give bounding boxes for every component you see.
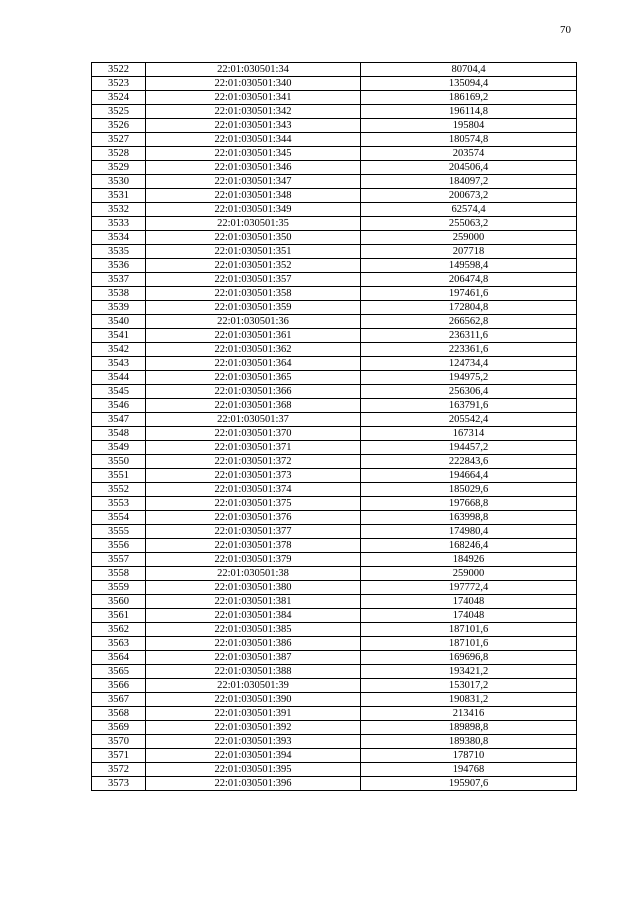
table-row — [92, 455, 577, 469]
cadastral-number-cell: 22:01:030501:388 — [146, 665, 361, 679]
row-number-cell: 3549 — [92, 441, 146, 455]
table-row — [92, 259, 577, 273]
table-body — [92, 63, 577, 791]
table-row — [92, 91, 577, 105]
table-row — [92, 119, 577, 133]
cadastral-number-cell: 22:01:030501:374 — [146, 483, 361, 497]
cadastral-number-cell: 22:01:030501:396 — [146, 777, 361, 791]
table-row — [92, 245, 577, 259]
row-number-cell: 3523 — [92, 77, 146, 91]
cadastral-number-cell: 22:01:030501:385 — [146, 623, 361, 637]
value-cell: 195804 — [361, 119, 577, 133]
row-number-cell: 3571 — [92, 749, 146, 763]
cadastral-number-cell: 22:01:030501:364 — [146, 357, 361, 371]
cadastral-number-cell: 22:01:030501:359 — [146, 301, 361, 315]
cadastral-number-cell: 22:01:030501:362 — [146, 343, 361, 357]
table-row — [92, 763, 577, 777]
value-cell: 168246,4 — [361, 539, 577, 553]
cadastral-number-cell: 22:01:030501:351 — [146, 245, 361, 259]
row-number-cell: 3548 — [92, 427, 146, 441]
cadastral-number-cell: 22:01:030501:352 — [146, 259, 361, 273]
row-number-cell: 3534 — [92, 231, 146, 245]
cadastral-number-cell: 22:01:030501:39 — [146, 679, 361, 693]
cadastral-number-cell: 22:01:030501:340 — [146, 77, 361, 91]
row-number-cell: 3570 — [92, 735, 146, 749]
row-number-cell: 3545 — [92, 385, 146, 399]
row-number-cell: 3569 — [92, 721, 146, 735]
table-row — [92, 693, 577, 707]
row-number-cell: 3538 — [92, 287, 146, 301]
value-cell: 180574,8 — [361, 133, 577, 147]
value-cell: 207718 — [361, 245, 577, 259]
table-row — [92, 567, 577, 581]
table-row — [92, 721, 577, 735]
row-number-cell: 3539 — [92, 301, 146, 315]
cadastral-number-cell: 22:01:030501:347 — [146, 175, 361, 189]
value-cell: 184926 — [361, 553, 577, 567]
cadastral-number-cell: 22:01:030501:368 — [146, 399, 361, 413]
table-row — [92, 371, 577, 385]
value-cell: 189380,8 — [361, 735, 577, 749]
value-cell: 184097,2 — [361, 175, 577, 189]
row-number-cell: 3522 — [92, 63, 146, 77]
row-number-cell: 3532 — [92, 203, 146, 217]
value-cell: 189898,8 — [361, 721, 577, 735]
table-row — [92, 539, 577, 553]
row-number-cell: 3564 — [92, 651, 146, 665]
cadastral-number-cell: 22:01:030501:346 — [146, 161, 361, 175]
table-row — [92, 301, 577, 315]
row-number-cell: 3572 — [92, 763, 146, 777]
value-cell: 163791,6 — [361, 399, 577, 413]
value-cell: 187101,6 — [361, 637, 577, 651]
value-cell: 197461,6 — [361, 287, 577, 301]
table-row — [92, 623, 577, 637]
table-row — [92, 273, 577, 287]
value-cell: 185029,6 — [361, 483, 577, 497]
cadastral-number-cell: 22:01:030501:384 — [146, 609, 361, 623]
row-number-cell: 3573 — [92, 777, 146, 791]
row-number-cell: 3544 — [92, 371, 146, 385]
row-number-cell: 3568 — [92, 707, 146, 721]
table-row — [92, 315, 577, 329]
cadastral-number-cell: 22:01:030501:341 — [146, 91, 361, 105]
row-number-cell: 3525 — [92, 105, 146, 119]
value-cell: 193421,2 — [361, 665, 577, 679]
row-number-cell: 3550 — [92, 455, 146, 469]
value-cell: 153017,2 — [361, 679, 577, 693]
cadastre-table — [91, 62, 577, 791]
table-row — [92, 287, 577, 301]
value-cell: 194664,4 — [361, 469, 577, 483]
row-number-cell: 3560 — [92, 595, 146, 609]
value-cell: 223361,6 — [361, 343, 577, 357]
table-row — [92, 777, 577, 791]
cadastral-number-cell: 22:01:030501:395 — [146, 763, 361, 777]
cadastral-number-cell: 22:01:030501:37 — [146, 413, 361, 427]
row-number-cell: 3555 — [92, 525, 146, 539]
cadastral-number-cell: 22:01:030501:345 — [146, 147, 361, 161]
table-row — [92, 77, 577, 91]
row-number-cell: 3526 — [92, 119, 146, 133]
value-cell: 196114,8 — [361, 105, 577, 119]
cadastral-number-cell: 22:01:030501:380 — [146, 581, 361, 595]
table-row — [92, 511, 577, 525]
row-number-cell: 3535 — [92, 245, 146, 259]
cadastral-number-cell: 22:01:030501:373 — [146, 469, 361, 483]
value-cell: 80704,4 — [361, 63, 577, 77]
table-row — [92, 357, 577, 371]
row-number-cell: 3527 — [92, 133, 146, 147]
row-number-cell: 3554 — [92, 511, 146, 525]
row-number-cell: 3563 — [92, 637, 146, 651]
cadastral-number-cell: 22:01:030501:378 — [146, 539, 361, 553]
table-row — [92, 329, 577, 343]
table-row — [92, 175, 577, 189]
value-cell: 259000 — [361, 567, 577, 581]
table-row — [92, 105, 577, 119]
value-cell: 178710 — [361, 749, 577, 763]
cadastral-number-cell: 22:01:030501:375 — [146, 497, 361, 511]
table-row — [92, 385, 577, 399]
row-number-cell: 3561 — [92, 609, 146, 623]
cadastral-number-cell: 22:01:030501:394 — [146, 749, 361, 763]
table-row — [92, 525, 577, 539]
value-cell: 255063,2 — [361, 217, 577, 231]
value-cell: 204506,4 — [361, 161, 577, 175]
value-cell: 190831,2 — [361, 693, 577, 707]
cadastral-number-cell: 22:01:030501:343 — [146, 119, 361, 133]
row-number-cell: 3547 — [92, 413, 146, 427]
value-cell: 236311,6 — [361, 329, 577, 343]
table-row — [92, 665, 577, 679]
value-cell: 194975,2 — [361, 371, 577, 385]
value-cell: 195907,6 — [361, 777, 577, 791]
cadastral-number-cell: 22:01:030501:365 — [146, 371, 361, 385]
row-number-cell: 3536 — [92, 259, 146, 273]
table-row — [92, 133, 577, 147]
value-cell: 167314 — [361, 427, 577, 441]
value-cell: 187101,6 — [361, 623, 577, 637]
row-number-cell: 3552 — [92, 483, 146, 497]
value-cell: 135094,4 — [361, 77, 577, 91]
row-number-cell: 3529 — [92, 161, 146, 175]
row-number-cell: 3543 — [92, 357, 146, 371]
table-row — [92, 343, 577, 357]
value-cell: 149598,4 — [361, 259, 577, 273]
cadastral-number-cell: 22:01:030501:391 — [146, 707, 361, 721]
row-number-cell: 3562 — [92, 623, 146, 637]
value-cell: 203574 — [361, 147, 577, 161]
cadastral-number-cell: 22:01:030501:366 — [146, 385, 361, 399]
value-cell: 256306,4 — [361, 385, 577, 399]
row-number-cell: 3524 — [92, 91, 146, 105]
value-cell: 172804,8 — [361, 301, 577, 315]
value-cell: 222843,6 — [361, 455, 577, 469]
table-row — [92, 483, 577, 497]
value-cell: 124734,4 — [361, 357, 577, 371]
cadastral-number-cell: 22:01:030501:386 — [146, 637, 361, 651]
cadastral-number-cell: 22:01:030501:371 — [146, 441, 361, 455]
row-number-cell: 3557 — [92, 553, 146, 567]
cadastral-number-cell: 22:01:030501:358 — [146, 287, 361, 301]
table-row — [92, 749, 577, 763]
table-row — [92, 427, 577, 441]
row-number-cell: 3553 — [92, 497, 146, 511]
table-row — [92, 679, 577, 693]
cadastral-number-cell: 22:01:030501:344 — [146, 133, 361, 147]
row-number-cell: 3542 — [92, 343, 146, 357]
value-cell: 206474,8 — [361, 273, 577, 287]
value-cell: 197668,8 — [361, 497, 577, 511]
cadastral-number-cell: 22:01:030501:350 — [146, 231, 361, 245]
table-row — [92, 469, 577, 483]
value-cell: 213416 — [361, 707, 577, 721]
table-row — [92, 413, 577, 427]
cadastral-number-cell: 22:01:030501:370 — [146, 427, 361, 441]
cadastral-number-cell: 22:01:030501:36 — [146, 315, 361, 329]
row-number-cell: 3531 — [92, 189, 146, 203]
table-row — [92, 609, 577, 623]
table-row — [92, 231, 577, 245]
cadastral-number-cell: 22:01:030501:372 — [146, 455, 361, 469]
row-number-cell: 3546 — [92, 399, 146, 413]
table-row — [92, 651, 577, 665]
row-number-cell: 3558 — [92, 567, 146, 581]
table-row — [92, 161, 577, 175]
cadastral-number-cell: 22:01:030501:376 — [146, 511, 361, 525]
table-row — [92, 497, 577, 511]
row-number-cell: 3528 — [92, 147, 146, 161]
value-cell: 266562,8 — [361, 315, 577, 329]
value-cell: 163998,8 — [361, 511, 577, 525]
table-row — [92, 217, 577, 231]
cadastral-number-cell: 22:01:030501:379 — [146, 553, 361, 567]
cadastral-number-cell: 22:01:030501:387 — [146, 651, 361, 665]
row-number-cell: 3540 — [92, 315, 146, 329]
table-row — [92, 441, 577, 455]
cadastral-number-cell: 22:01:030501:390 — [146, 693, 361, 707]
row-number-cell: 3565 — [92, 665, 146, 679]
cadastral-number-cell: 22:01:030501:34 — [146, 63, 361, 77]
row-number-cell: 3559 — [92, 581, 146, 595]
table-row — [92, 581, 577, 595]
cadastral-number-cell: 22:01:030501:349 — [146, 203, 361, 217]
value-cell: 200673,2 — [361, 189, 577, 203]
cadastral-number-cell: 22:01:030501:357 — [146, 273, 361, 287]
row-number-cell: 3567 — [92, 693, 146, 707]
table-row — [92, 63, 577, 77]
value-cell: 197772,4 — [361, 581, 577, 595]
page-number: 70 — [560, 24, 571, 36]
value-cell: 174048 — [361, 609, 577, 623]
row-number-cell: 3537 — [92, 273, 146, 287]
row-number-cell: 3541 — [92, 329, 146, 343]
cadastral-number-cell: 22:01:030501:38 — [146, 567, 361, 581]
value-cell: 194768 — [361, 763, 577, 777]
table-row — [92, 189, 577, 203]
value-cell: 169696,8 — [361, 651, 577, 665]
cadastral-number-cell: 22:01:030501:392 — [146, 721, 361, 735]
cadastral-number-cell: 22:01:030501:35 — [146, 217, 361, 231]
cadastral-number-cell: 22:01:030501:348 — [146, 189, 361, 203]
row-number-cell: 3533 — [92, 217, 146, 231]
row-number-cell: 3551 — [92, 469, 146, 483]
value-cell: 205542,4 — [361, 413, 577, 427]
table-row — [92, 637, 577, 651]
row-number-cell: 3530 — [92, 175, 146, 189]
table-row — [92, 203, 577, 217]
table-row — [92, 735, 577, 749]
value-cell: 186169,2 — [361, 91, 577, 105]
cadastral-number-cell: 22:01:030501:342 — [146, 105, 361, 119]
cadastral-number-cell: 22:01:030501:377 — [146, 525, 361, 539]
cadastral-number-cell: 22:01:030501:393 — [146, 735, 361, 749]
table-row — [92, 553, 577, 567]
value-cell: 174048 — [361, 595, 577, 609]
row-number-cell: 3556 — [92, 539, 146, 553]
row-number-cell: 3566 — [92, 679, 146, 693]
table-row — [92, 399, 577, 413]
value-cell: 259000 — [361, 231, 577, 245]
table-row — [92, 707, 577, 721]
table-row — [92, 147, 577, 161]
value-cell: 62574,4 — [361, 203, 577, 217]
table-row — [92, 595, 577, 609]
value-cell: 194457,2 — [361, 441, 577, 455]
value-cell: 174980,4 — [361, 525, 577, 539]
cadastral-number-cell: 22:01:030501:361 — [146, 329, 361, 343]
cadastral-number-cell: 22:01:030501:381 — [146, 595, 361, 609]
